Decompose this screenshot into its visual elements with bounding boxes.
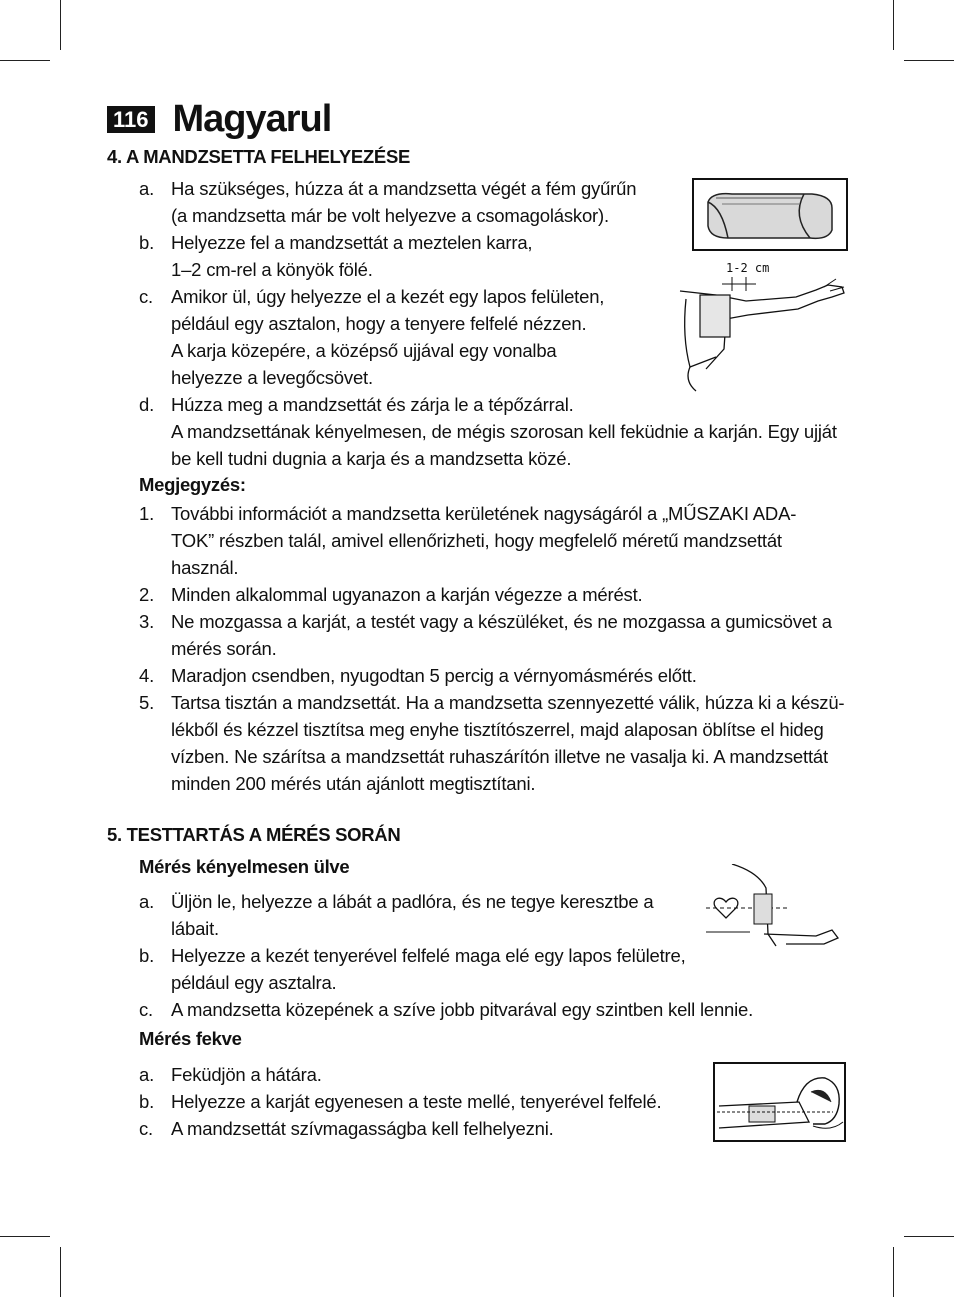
list-text bbox=[171, 581, 642, 608]
lying-figure bbox=[713, 1062, 846, 1142]
list-text bbox=[171, 500, 796, 581]
text-line: További információt a mandzsetta kerületének nagyságáról a „MŰSZAKI ADA- bbox=[171, 503, 797, 524]
text-line: lábait. bbox=[171, 918, 219, 939]
text-line: be kell tudni dugnia a karja és a mandzsetta közé. bbox=[171, 448, 572, 469]
list-marker: c. bbox=[139, 286, 153, 307]
sitting-figure bbox=[706, 864, 842, 952]
list-marker: 3. bbox=[139, 611, 155, 632]
text-line: A mandzsettát szívmagasságba kell felhelyezni. bbox=[171, 1118, 554, 1139]
list-marker: a. bbox=[139, 1064, 155, 1085]
crop-mark bbox=[0, 60, 50, 61]
text-line: 1–2 cm-rel a könyök fölé. bbox=[171, 259, 373, 280]
lying-heading: Mérés fekve bbox=[139, 1028, 242, 1049]
list-text bbox=[171, 608, 832, 662]
text-line: Helyezze a kezét tenyerével felfelé maga elé egy lapos felületre, bbox=[171, 945, 686, 966]
text-line: minden 200 mérés után ajánlott megtisztítani. bbox=[171, 773, 536, 794]
text-line: Minden alkalommal ugyanazon a karján végezze a mérést. bbox=[171, 584, 643, 605]
list-text bbox=[171, 942, 686, 996]
list-text bbox=[171, 229, 532, 283]
figure-label: 1-2 cm bbox=[726, 261, 770, 275]
page-title: Magyarul bbox=[172, 98, 332, 140]
list-text bbox=[171, 1088, 661, 1115]
section-4-heading: 4. A MANDZSETTA FELHELYEZÉSE bbox=[107, 146, 411, 167]
crop-mark bbox=[60, 0, 61, 50]
list-marker: b. bbox=[139, 945, 155, 966]
list-text bbox=[171, 1061, 322, 1088]
text-line: helyezze a levegőcsövet. bbox=[171, 367, 373, 388]
sitting-heading: Mérés kényelmesen ülve bbox=[139, 856, 350, 877]
list-text bbox=[171, 662, 697, 689]
list-marker: 4. bbox=[139, 665, 155, 686]
cuff-ring-figure bbox=[692, 178, 848, 251]
text-line: A mandzsettának kényelmesen, de mégis szorosan kell feküdnie a karján. Egy ujját bbox=[171, 421, 837, 442]
list-marker: 2. bbox=[139, 584, 155, 605]
page-number: 116 bbox=[107, 106, 155, 133]
text-line: Feküdjön a hátára. bbox=[171, 1064, 322, 1085]
list-marker: a. bbox=[139, 891, 155, 912]
list-text bbox=[171, 689, 844, 797]
text-line: vízben. Ne szárítsa a mandzsettát ruhaszárítón illetve ne vasalja ki. A mandzsettát bbox=[171, 746, 828, 767]
crop-mark bbox=[904, 60, 954, 61]
crop-mark bbox=[904, 1236, 954, 1237]
list-text bbox=[171, 1115, 554, 1142]
list-text bbox=[171, 175, 636, 229]
crop-mark bbox=[0, 1236, 50, 1237]
text-line: Tartsa tisztán a mandzsettát. Ha a mandzsetta szennyezetté válik, húzza ki a készü- bbox=[171, 692, 845, 713]
text-line: mérés során. bbox=[171, 638, 277, 659]
note-heading: Megjegyzés: bbox=[139, 474, 246, 495]
text-line: (a mandzsetta már be volt helyezve a csomagoláskor). bbox=[171, 205, 609, 226]
text-line: A mandzsetta közepének a szíve jobb pitvarával egy szintben kell lennie. bbox=[171, 999, 754, 1020]
page-header bbox=[107, 98, 331, 141]
list-marker: c. bbox=[139, 1118, 153, 1139]
list-text bbox=[171, 888, 653, 942]
text-line: Amikor ül, úgy helyezze el a kezét egy lapos felületen, bbox=[171, 286, 605, 307]
crop-mark bbox=[893, 1247, 894, 1297]
text-line: például egy asztalon, hogy a tenyere felfelé nézzen. bbox=[171, 313, 587, 334]
section-5-heading: 5. TESTTARTÁS A MÉRÉS SORÁN bbox=[107, 824, 401, 845]
crop-mark bbox=[893, 0, 894, 50]
list-text bbox=[171, 391, 837, 472]
arm-cuff-figure bbox=[676, 257, 850, 395]
list-marker: b. bbox=[139, 1091, 155, 1112]
text-line: Ha szükséges, húzza át a mandzsetta végét a fém gyűrűn bbox=[171, 178, 637, 199]
text-line: A karja közepére, a középső ujjával egy vonalba bbox=[171, 340, 557, 361]
list-marker: b. bbox=[139, 232, 155, 253]
list-marker: c. bbox=[139, 999, 153, 1020]
list-marker: d. bbox=[139, 394, 155, 415]
list-text bbox=[171, 996, 753, 1023]
text-line: Maradjon csendben, nyugodtan 5 percig a vérnyomásmérés előtt. bbox=[171, 665, 697, 686]
text-line: Ne mozgassa a karját, a testét vagy a készüléket, és ne mozgassa a gumicsövet a bbox=[171, 611, 832, 632]
list-marker: a. bbox=[139, 178, 155, 199]
text-line: Húzza meg a mandzsettát és zárja le a tépőzárral. bbox=[171, 394, 574, 415]
list-marker: 5. bbox=[139, 692, 155, 713]
text-line: Helyezze fel a mandzsettát a meztelen karra, bbox=[171, 232, 533, 253]
text-line: lékből és kézzel tisztítsa meg enyhe tisztítószerrel, majd alaposan öblítse el hideg bbox=[171, 719, 824, 740]
list-marker: 1. bbox=[139, 503, 155, 524]
text-line: Helyezze a karját egyenesen a teste mellé, tenyerével felfelé. bbox=[171, 1091, 662, 1112]
list-text bbox=[171, 283, 604, 391]
text-line: TOK” részben talál, amivel ellenőrizheti, hogy megfelelő méretű mandzsettát bbox=[171, 530, 782, 551]
crop-mark bbox=[60, 1247, 61, 1297]
text-line: Üljön le, helyezze a lábát a padlóra, és ne tegye keresztbe a bbox=[171, 891, 654, 912]
text-line: például egy asztalra. bbox=[171, 972, 337, 993]
text-line: használ. bbox=[171, 557, 239, 578]
